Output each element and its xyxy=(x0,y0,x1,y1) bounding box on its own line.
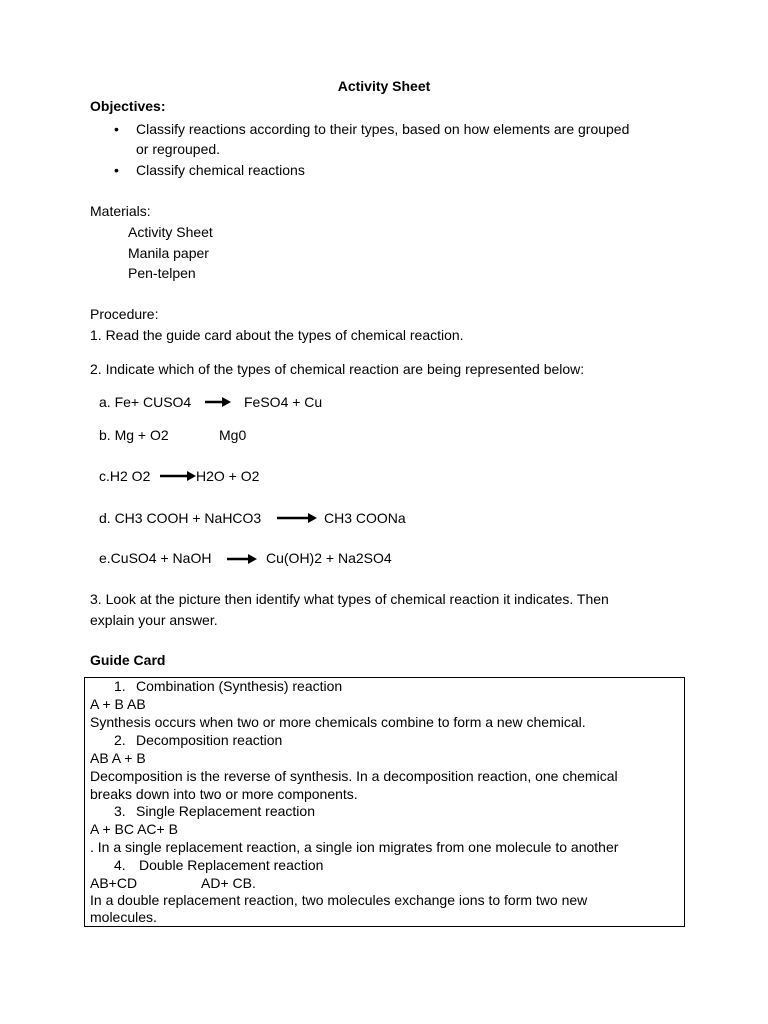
guide-section-number: 4. xyxy=(114,857,126,873)
arrow-icon xyxy=(277,513,317,523)
procedure-step-3-line1: 3. Look at the picture then identify what types of chemical reaction it indicates. Then xyxy=(90,591,609,607)
guide-description: molecules. xyxy=(90,909,157,925)
reaction-c-products: H2O + O2 xyxy=(196,468,260,484)
reaction-b-reactants: b. Mg + O2 xyxy=(99,427,169,443)
arrow-icon xyxy=(160,471,196,481)
reaction-e-reactants: e.CuSO4 + NaOH xyxy=(99,550,212,566)
arrow-icon xyxy=(205,397,231,407)
guide-card-box xyxy=(84,677,685,927)
guide-formula: AD+ CB. xyxy=(201,875,256,891)
arrow-icon xyxy=(227,554,257,564)
guide-section-title: Combination (Synthesis) reaction xyxy=(136,678,343,694)
guide-section-number: 1. xyxy=(114,678,126,694)
procedure-step-3-line2: explain your answer. xyxy=(90,612,218,628)
material-item: Manila paper xyxy=(128,245,209,261)
reaction-c-reactants: c.H2 O2 xyxy=(99,468,151,484)
objectives-heading: Objectives: xyxy=(90,98,166,114)
materials-heading: Materials: xyxy=(90,203,151,219)
guide-formula: AB A + B xyxy=(90,750,146,766)
guide-section-number: 3. xyxy=(114,803,126,819)
guide-card-heading: Guide Card xyxy=(90,652,166,668)
procedure-step-2: 2. Indicate which of the types of chemical reaction are being represented below: xyxy=(90,361,585,377)
objective-1-line2: or regrouped. xyxy=(136,141,221,157)
guide-description: . In a single replacement reaction, a single ion migrates from one molecule to another xyxy=(90,839,619,855)
bullet-icon: • xyxy=(114,162,119,178)
reaction-a-reactants: a. Fe+ CUSO4 xyxy=(99,394,192,410)
reaction-d-reactants: d. CH3 COOH + NaHCO3 xyxy=(99,510,262,526)
guide-formula: AB+CD xyxy=(90,875,138,891)
objective-1-line1: Classify reactions according to their types, based on how elements are grouped xyxy=(136,121,630,137)
procedure-step-1: 1. Read the guide card about the types of chemical reaction. xyxy=(90,327,464,343)
guide-section-title: Decomposition reaction xyxy=(136,732,283,748)
guide-description: Synthesis occurs when two or more chemicals combine to form a new chemical. xyxy=(90,714,586,730)
reaction-b-products: Mg0 xyxy=(219,427,247,443)
guide-description: In a double replacement reaction, two molecules exchange ions to form two new xyxy=(90,892,588,908)
objective-2: Classify chemical reactions xyxy=(136,162,305,178)
reaction-d-products: CH3 COONa xyxy=(324,510,406,526)
guide-description: Decomposition is the reverse of synthesis. In a decomposition reaction, one chemical xyxy=(90,768,618,784)
guide-section-title: Double Replacement reaction xyxy=(139,857,324,873)
guide-formula: A + BC AC+ B xyxy=(90,821,178,837)
guide-description: breaks down into two or more components. xyxy=(90,786,358,802)
guide-formula: A + B AB xyxy=(90,696,146,712)
reaction-e-products: Cu(OH)2 + Na2SO4 xyxy=(266,550,392,566)
guide-section-title: Single Replacement reaction xyxy=(136,803,315,819)
guide-section-number: 2. xyxy=(114,732,126,748)
page-title: Activity Sheet xyxy=(337,78,431,94)
bullet-icon: • xyxy=(114,121,119,137)
procedure-heading: Procedure: xyxy=(90,306,159,322)
material-item: Activity Sheet xyxy=(128,224,213,240)
material-item: Pen-telpen xyxy=(128,265,196,281)
reaction-a-products: FeSO4 + Cu xyxy=(244,394,323,410)
